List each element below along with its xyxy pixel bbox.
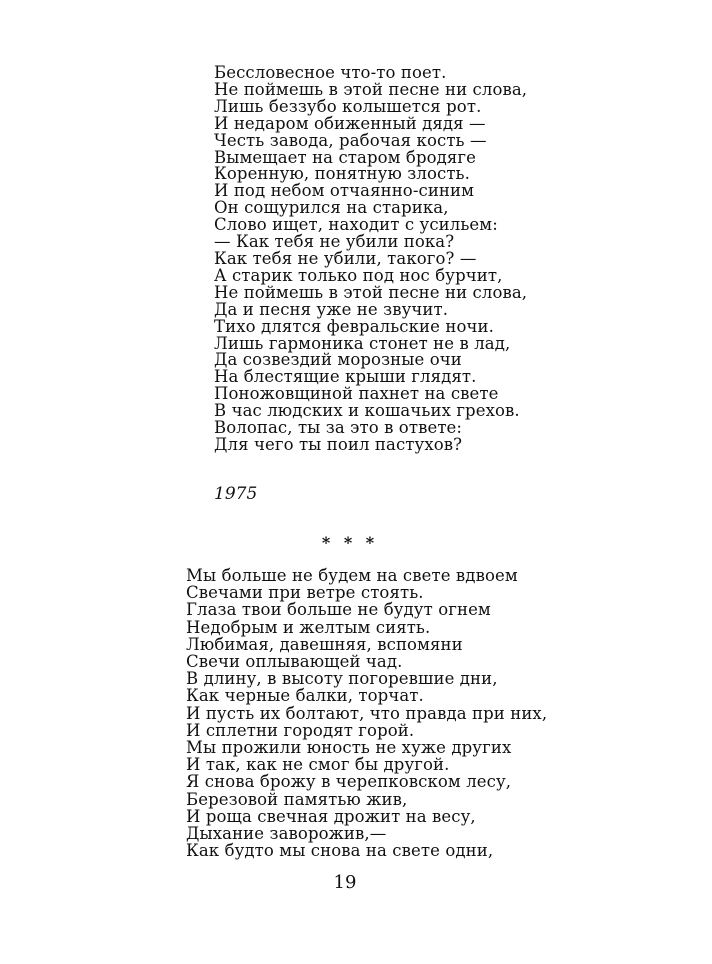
poem-line: Глаза твои больше не будут огнем <box>186 600 491 620</box>
poem-line: И недаром обиженный дядя — <box>214 113 486 133</box>
poem-line: Свечи оплывающей чад. <box>186 652 403 672</box>
poem-line: Коренную, понятную злость. <box>214 164 470 184</box>
poem-line: Как будто мы снова на свете одни, <box>186 841 494 861</box>
poem-line: И так, как не смог бы другой. <box>186 755 450 775</box>
poem-line: Для чего ты поил пастухов? <box>214 434 463 454</box>
poem-line: Лишь беззубо колышется рот. <box>214 96 482 116</box>
poem-line: — Как тебя не убили пока? <box>214 232 455 252</box>
poem-line: Мы больше не будем на свете вдвоем <box>186 566 518 585</box>
poem-line: И пусть их болтают, что правда при них, <box>186 703 548 723</box>
poem-line: На блестящие крыши глядят. <box>214 367 477 387</box>
poem-line: Да и песня уже не звучит. <box>214 299 449 319</box>
poem-line: Тихо длятся февральские ночи. <box>214 316 494 336</box>
poem-line: Вымещает на старом бродяге <box>214 147 477 167</box>
poem-1 <box>214 65 527 454</box>
poem-line: В час людских и кошачьих грехов. <box>214 401 520 421</box>
poem-line: Любимая, давешняя, вспомяни <box>186 634 463 654</box>
poem-line: Как тебя не убили, такого? — <box>214 248 477 268</box>
poem-line: Мы прожили юность не хуже других <box>186 738 512 758</box>
poem-line: И сплетни городят горой. <box>186 720 415 740</box>
poem-line: И роща свечная дрожит на весу, <box>186 806 476 826</box>
poem-line: Березовой памятью жив, <box>186 789 408 809</box>
poem-line: А старик только под нос бурчит, <box>214 265 503 285</box>
poem-line: Как черные балки, торчат. <box>186 686 424 706</box>
poem-line: Поножовщиной пахнет на свете <box>214 384 499 404</box>
poem-line: В длину, в высоту погоревшие дни, <box>186 669 498 689</box>
poem-line: Дыхание заворожив,— <box>186 824 387 844</box>
poem-line: Бессловесное что-то поет. <box>214 63 447 82</box>
poem-line: Я снова брожу в черепковском лесу, <box>186 772 512 792</box>
poem-line: Он сощурился на старика, <box>214 198 449 218</box>
poem-line: Недобрым и желтым сиять. <box>186 617 431 637</box>
poem-line: Свечами при ветре стоять. <box>186 583 424 603</box>
poem-2 <box>186 567 547 859</box>
poem-line: Да созвездий морозные очи <box>214 350 462 370</box>
page-number: 19 <box>333 872 357 893</box>
section-separator: * * * <box>321 533 379 552</box>
poem-date: 1975 <box>214 484 258 504</box>
poem-line: Не поймешь в этой песне ни слова, <box>214 282 528 302</box>
poem-line: Не поймешь в этой песне ни слова, <box>214 79 528 99</box>
poem-line: Волопас, ты за это в ответе: <box>214 418 463 438</box>
poem-line: И под небом отчаянно-синим <box>214 181 475 201</box>
poem-line: Слово ищет, находит с усильем: <box>214 215 498 235</box>
poem-line: Честь завода, рабочая кость — <box>214 130 487 150</box>
poem-line: Лишь гармоника стонет не в лад, <box>214 333 511 353</box>
